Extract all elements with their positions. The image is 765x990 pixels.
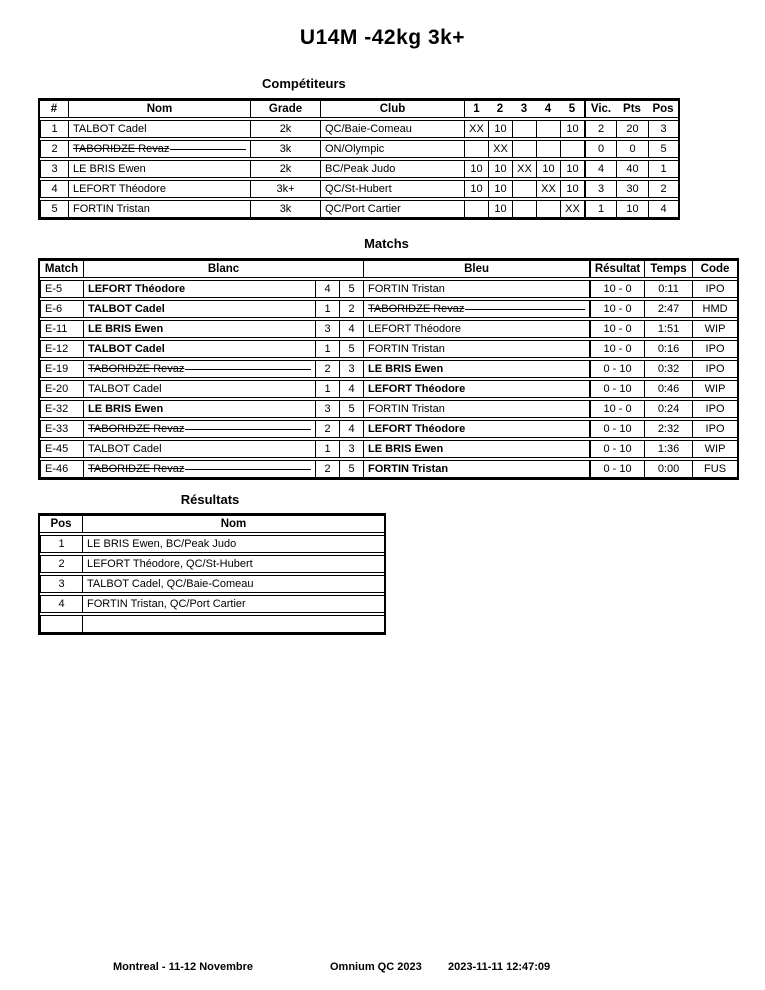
competitor-name-text: LEFORT Théodore	[73, 183, 166, 195]
competitor-club: QC/St-Hubert	[320, 180, 464, 198]
results-header-row	[40, 515, 384, 533]
match-time: 0:24	[644, 400, 692, 418]
white-competitor	[83, 300, 315, 318]
competitor-number: 1	[40, 120, 68, 138]
blue-competitor-text: LEFORT Théodore	[368, 323, 461, 335]
match-time: 1:36	[644, 440, 692, 458]
competitor-points: 30	[616, 180, 648, 198]
white-competitor	[83, 340, 315, 358]
blue-competitor-text: LEFORT Théodore	[368, 423, 466, 435]
blue-number: 4	[339, 320, 363, 338]
score-cell-2: 10	[488, 200, 512, 218]
competitor-points: 0	[616, 140, 648, 158]
blue-competitor-text: FORTIN Tristan	[368, 343, 445, 355]
competitor-number: 5	[40, 200, 68, 218]
match-id: E-5	[40, 280, 83, 298]
match-result: 0 - 10	[589, 460, 644, 478]
blue-competitor-text: FORTIN Tristan	[368, 403, 445, 415]
strike-line	[185, 369, 311, 370]
match-time: 0:00	[644, 460, 692, 478]
competitors-table	[38, 98, 680, 220]
score-cell-4	[536, 140, 560, 158]
header-club: Club	[320, 100, 464, 118]
score-cell-4: XX	[536, 180, 560, 198]
match-time: 2:47	[644, 300, 692, 318]
match-time: 0:32	[644, 360, 692, 378]
result-row	[40, 575, 384, 593]
blue-number: 5	[339, 340, 363, 358]
match-id: E-33	[40, 420, 83, 438]
white-number: 1	[315, 440, 339, 458]
blue-competitor	[363, 460, 589, 478]
competitor-grade: 3k	[250, 200, 320, 218]
match-row	[40, 460, 737, 478]
blue-number: 5	[339, 400, 363, 418]
blue-competitor-text: LE BRIS Ewen	[368, 443, 444, 455]
header-white: Blanc	[83, 260, 363, 278]
match-time: 0:11	[644, 280, 692, 298]
match-result: 10 - 0	[589, 280, 644, 298]
match-time: 0:16	[644, 340, 692, 358]
score-cell-5: XX	[560, 200, 584, 218]
white-competitor-text: TABORIDZE Revaz	[88, 463, 185, 475]
match-id: E-6	[40, 300, 83, 318]
result-position: 2	[40, 555, 82, 573]
competitor-victories: 2	[584, 120, 616, 138]
header-position: Pos	[648, 100, 678, 118]
match-row	[40, 340, 737, 358]
match-code: WIP	[692, 320, 737, 338]
match-result: 10 - 0	[589, 320, 644, 338]
white-number: 1	[315, 340, 339, 358]
white-competitor	[83, 280, 315, 298]
competitor-club: QC/Baie-Comeau	[320, 120, 464, 138]
score-cell-3: XX	[512, 160, 536, 178]
competitor-name-text: FORTIN Tristan	[73, 203, 150, 215]
white-competitor-text: TABORIDZE Revaz	[88, 363, 185, 375]
header-code: Code	[692, 260, 737, 278]
score-cell-1	[464, 200, 488, 218]
white-competitor-text: LE BRIS Ewen	[88, 323, 164, 335]
blue-number: 5	[339, 460, 363, 478]
blue-number: 4	[339, 420, 363, 438]
blue-competitor-text: FORTIN Tristan	[368, 463, 449, 475]
blue-number: 3	[339, 360, 363, 378]
blue-competitor	[363, 280, 589, 298]
competitor-victories: 4	[584, 160, 616, 178]
competitor-name-text: TABORIDZE Revaz	[73, 143, 170, 155]
blue-competitor	[363, 380, 589, 398]
footer-datetime: 2023-11-11 12:47:09	[448, 961, 551, 973]
score-cell-5: 10	[560, 180, 584, 198]
header-score-3: 3	[512, 100, 536, 118]
competitor-number: 4	[40, 180, 68, 198]
match-result: 10 - 0	[589, 400, 644, 418]
blue-competitor-text: FORTIN Tristan	[368, 283, 445, 295]
white-number: 2	[315, 420, 339, 438]
match-code: WIP	[692, 440, 737, 458]
score-cell-4: 10	[536, 160, 560, 178]
competitor-position: 4	[648, 200, 678, 218]
blue-competitor-text: LE BRIS Ewen	[368, 363, 444, 375]
competitor-row	[40, 200, 678, 218]
score-cell-1	[464, 140, 488, 158]
score-cell-3	[512, 120, 536, 138]
white-competitor-text: TALBOT Cadel	[88, 303, 165, 315]
blue-number: 4	[339, 380, 363, 398]
sheet-content	[38, 76, 765, 635]
white-competitor	[83, 380, 315, 398]
match-id: E-11	[40, 320, 83, 338]
result-position: 1	[40, 535, 82, 553]
score-cell-4	[536, 200, 560, 218]
match-id: E-45	[40, 440, 83, 458]
white-number: 1	[315, 380, 339, 398]
white-competitor-text: LEFORT Théodore	[88, 283, 186, 295]
white-competitor-text: TALBOT Cadel	[88, 383, 162, 395]
strike-line	[465, 309, 585, 310]
match-row	[40, 300, 737, 318]
score-cell-2: 10	[488, 160, 512, 178]
competitor-points: 40	[616, 160, 648, 178]
competitor-grade: 2k	[250, 120, 320, 138]
competitor-number: 2	[40, 140, 68, 158]
strike-line	[185, 429, 311, 430]
blue-competitor	[363, 440, 589, 458]
competitor-victories: 0	[584, 140, 616, 158]
competitors-header-row	[40, 100, 678, 118]
blue-competitor	[363, 420, 589, 438]
competitor-number: 3	[40, 160, 68, 178]
competitor-name	[68, 160, 250, 178]
competitor-row	[40, 180, 678, 198]
footer-location: Montreal - 11-12 Novembre	[113, 961, 253, 973]
competitor-position: 3	[648, 120, 678, 138]
result-position: 3	[40, 575, 82, 593]
white-competitor-text: LE BRIS Ewen	[88, 403, 164, 415]
header-pos: Pos	[40, 515, 82, 533]
competitor-name-text: TALBOT Cadel	[73, 123, 147, 135]
result-row	[40, 555, 384, 573]
competitor-name	[68, 120, 250, 138]
competitor-row	[40, 140, 678, 158]
competitor-grade: 3k	[250, 140, 320, 158]
score-cell-3	[512, 180, 536, 198]
match-id: E-46	[40, 460, 83, 478]
header-grade: Grade	[250, 100, 320, 118]
header-score-2: 2	[488, 100, 512, 118]
competitor-victories: 3	[584, 180, 616, 198]
competitor-club: QC/Port Cartier	[320, 200, 464, 218]
match-row	[40, 440, 737, 458]
page-title: U14M -42kg 3k+	[299, 26, 466, 49]
competitor-points: 10	[616, 200, 648, 218]
matches-title: Matchs	[364, 236, 409, 251]
competitor-grade: 3k+	[250, 180, 320, 198]
competitor-position: 1	[648, 160, 678, 178]
score-cell-2: 10	[488, 120, 512, 138]
strike-line	[185, 469, 311, 470]
header-blue: Bleu	[363, 260, 589, 278]
results-table	[38, 513, 386, 635]
white-competitor-text: TABORIDZE Revaz	[88, 423, 185, 435]
match-code: IPO	[692, 280, 737, 298]
score-cell-5: 10	[560, 160, 584, 178]
score-cell-1: XX	[464, 120, 488, 138]
match-result: 0 - 10	[589, 420, 644, 438]
match-id: E-32	[40, 400, 83, 418]
match-result: 0 - 10	[589, 360, 644, 378]
match-row	[40, 360, 737, 378]
blue-competitor	[363, 360, 589, 378]
blue-competitor	[363, 300, 589, 318]
page-footer	[0, 961, 765, 977]
result-row	[40, 615, 384, 633]
white-number: 3	[315, 320, 339, 338]
matches-table-body	[40, 280, 737, 478]
score-cell-3	[512, 140, 536, 158]
result-row	[40, 595, 384, 613]
match-row	[40, 320, 737, 338]
white-competitor-text: TALBOT Cadel	[88, 343, 165, 355]
score-cell-1: 10	[464, 180, 488, 198]
competitor-row	[40, 120, 678, 138]
match-time: 0:46	[644, 380, 692, 398]
blue-number: 5	[339, 280, 363, 298]
matches-table	[38, 258, 739, 480]
match-time: 1:51	[644, 320, 692, 338]
white-number: 2	[315, 460, 339, 478]
match-code: WIP	[692, 380, 737, 398]
match-row	[40, 400, 737, 418]
white-competitor	[83, 460, 315, 478]
competitors-title: Compétiteurs	[262, 76, 346, 91]
result-row	[40, 535, 384, 553]
results-table-body	[40, 535, 384, 633]
match-result: 0 - 10	[589, 440, 644, 458]
white-competitor	[83, 320, 315, 338]
result-name: TALBOT Cadel, QC/Baie-Comeau	[82, 575, 384, 593]
header-name: Nom	[68, 100, 250, 118]
strike-line	[170, 149, 246, 150]
match-id: E-19	[40, 360, 83, 378]
match-id: E-12	[40, 340, 83, 358]
match-row	[40, 280, 737, 298]
white-competitor-text: TALBOT Cadel	[88, 443, 162, 455]
match-result: 10 - 0	[589, 340, 644, 358]
white-competitor	[83, 360, 315, 378]
header-nom: Nom	[82, 515, 384, 533]
white-number: 1	[315, 300, 339, 318]
result-name: FORTIN Tristan, QC/Port Cartier	[82, 595, 384, 613]
score-cell-5: 10	[560, 120, 584, 138]
result-name: LEFORT Théodore, QC/St-Hubert	[82, 555, 384, 573]
match-row	[40, 380, 737, 398]
competitor-position: 5	[648, 140, 678, 158]
match-result: 0 - 10	[589, 380, 644, 398]
results-title: Résultats	[180, 492, 240, 507]
blue-number: 2	[339, 300, 363, 318]
competitor-name	[68, 200, 250, 218]
white-competitor	[83, 400, 315, 418]
match-row	[40, 420, 737, 438]
score-cell-2: 10	[488, 180, 512, 198]
white-number: 3	[315, 400, 339, 418]
competitor-victories: 1	[584, 200, 616, 218]
blue-competitor	[363, 340, 589, 358]
match-code: FUS	[692, 460, 737, 478]
competitor-club: ON/Olympic	[320, 140, 464, 158]
match-time: 2:32	[644, 420, 692, 438]
competitor-club: BC/Peak Judo	[320, 160, 464, 178]
blue-competitor-text: LEFORT Théodore	[368, 383, 466, 395]
score-cell-3	[512, 200, 536, 218]
score-cell-1: 10	[464, 160, 488, 178]
white-number: 4	[315, 280, 339, 298]
match-result: 10 - 0	[589, 300, 644, 318]
footer-event: Omnium QC 2023	[330, 961, 422, 973]
competitor-name-text: LE BRIS Ewen	[73, 163, 146, 175]
blue-competitor	[363, 400, 589, 418]
score-cell-5	[560, 140, 584, 158]
result-name: LE BRIS Ewen, BC/Peak Judo	[82, 535, 384, 553]
competitor-position: 2	[648, 180, 678, 198]
competitor-name	[68, 140, 250, 158]
header-score-4: 4	[536, 100, 560, 118]
header-num: #	[40, 100, 68, 118]
header-score-1: 1	[464, 100, 488, 118]
result-position: 4	[40, 595, 82, 613]
match-code: IPO	[692, 400, 737, 418]
blue-competitor-text: TABORIDZE Revaz	[368, 303, 465, 315]
result-name	[82, 615, 384, 633]
header-result: Résultat	[589, 260, 644, 278]
match-code: IPO	[692, 360, 737, 378]
matches-header-row	[40, 260, 737, 278]
match-code: IPO	[692, 420, 737, 438]
header-match: Match	[40, 260, 83, 278]
result-position	[40, 615, 82, 633]
match-code: HMD	[692, 300, 737, 318]
blue-number: 3	[339, 440, 363, 458]
competitors-table-body	[40, 120, 678, 218]
score-cell-4	[536, 120, 560, 138]
header-time: Temps	[644, 260, 692, 278]
competitor-row	[40, 160, 678, 178]
header-score-5: 5	[560, 100, 584, 118]
competitor-grade: 2k	[250, 160, 320, 178]
blue-competitor	[363, 320, 589, 338]
competitor-name	[68, 180, 250, 198]
white-competitor	[83, 420, 315, 438]
match-code: IPO	[692, 340, 737, 358]
white-number: 2	[315, 360, 339, 378]
white-competitor	[83, 440, 315, 458]
match-id: E-20	[40, 380, 83, 398]
header-points: Pts	[616, 100, 648, 118]
score-cell-2: XX	[488, 140, 512, 158]
header-victories: Vic.	[584, 100, 616, 118]
competitor-points: 20	[616, 120, 648, 138]
